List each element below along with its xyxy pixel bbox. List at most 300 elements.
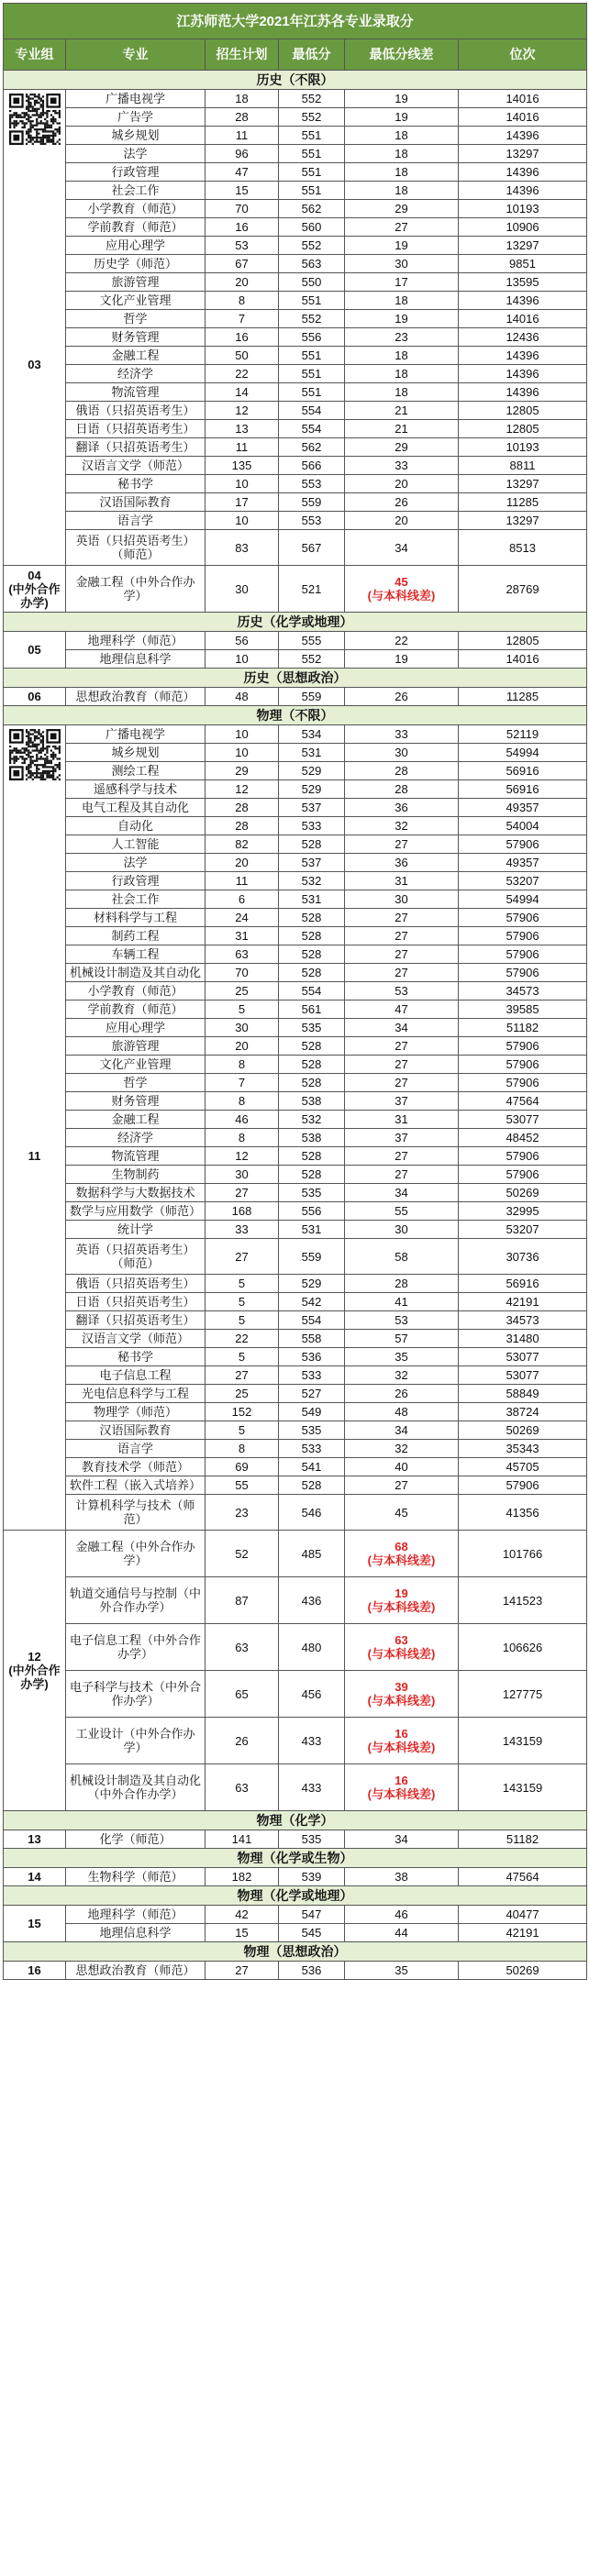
group-code: 03 (28, 358, 41, 371)
group-code: 06 (28, 690, 41, 703)
score-diff: 16 (与本科线差) (345, 1764, 459, 1811)
enrollment-plan: 16 (206, 328, 279, 347)
major-name: 经济学 (66, 365, 206, 383)
rank: 47564 (459, 1868, 587, 1886)
min-score: 528 (279, 1056, 345, 1074)
enrollment-plan: 46 (206, 1111, 279, 1129)
major-name: 统计学 (66, 1221, 206, 1239)
major-name: 哲学 (66, 1074, 206, 1092)
table-row (4, 1577, 587, 1624)
major-name: 车辆工程 (66, 945, 206, 964)
score-diff: 27 (345, 1074, 459, 1092)
score-diff: 29 (345, 200, 459, 218)
rank: 14396 (459, 347, 587, 365)
group-code: 11 (28, 1149, 41, 1163)
min-score: 551 (279, 163, 345, 182)
table-row (4, 854, 587, 872)
table-row (4, 402, 587, 420)
group-code-cell (4, 90, 66, 566)
rank: 32995 (459, 1202, 587, 1221)
min-score: 551 (279, 145, 345, 163)
rank: 14396 (459, 182, 587, 200)
rank: 12436 (459, 328, 587, 347)
enrollment-plan: 5 (206, 1421, 279, 1440)
min-score: 533 (279, 817, 345, 835)
score-diff: 27 (345, 945, 459, 964)
score-diff: 26 (345, 493, 459, 512)
table-row (4, 1184, 587, 1202)
rank: 49357 (459, 854, 587, 872)
enrollment-plan: 8 (206, 1440, 279, 1458)
table-row (4, 1962, 587, 1980)
min-score: 533 (279, 1440, 345, 1458)
group-code: 13 (28, 1832, 41, 1846)
major-name: 应用心理学 (66, 1019, 206, 1037)
rank: 41356 (459, 1495, 587, 1531)
min-score: 535 (279, 1184, 345, 1202)
score-diff: 44 (345, 1924, 459, 1942)
major-name: 制药工程 (66, 927, 206, 945)
min-score: 559 (279, 493, 345, 512)
major-name: 电气工程及其自动化 (66, 799, 206, 817)
min-score: 556 (279, 1202, 345, 1221)
enrollment-plan: 20 (206, 273, 279, 292)
major-name: 计算机科学与技术（师范） (66, 1495, 206, 1531)
min-score: 538 (279, 1129, 345, 1147)
min-score: 456 (279, 1671, 345, 1718)
score-diff: 19 (345, 237, 459, 255)
score-diff: 27 (345, 1037, 459, 1056)
min-score: 480 (279, 1624, 345, 1671)
enrollment-plan: 63 (206, 1764, 279, 1811)
enrollment-plan: 50 (206, 347, 279, 365)
min-score: 553 (279, 475, 345, 493)
table-row (4, 835, 587, 854)
score-diff: 20 (345, 512, 459, 530)
table-row (4, 744, 587, 762)
major-name: 社会工作 (66, 182, 206, 200)
min-score: 566 (279, 457, 345, 475)
min-score: 539 (279, 1868, 345, 1886)
score-diff: 32 (345, 1440, 459, 1458)
section-header-row (4, 613, 587, 632)
group-code-cell (4, 1531, 66, 1811)
major-name: 语言学 (66, 512, 206, 530)
table-row (4, 945, 587, 964)
enrollment-plan: 15 (206, 1924, 279, 1942)
rank: 57906 (459, 1074, 587, 1092)
table-row (4, 1293, 587, 1311)
table-row (4, 1830, 587, 1849)
score-diff: 47 (345, 1001, 459, 1019)
score-diff: 37 (345, 1129, 459, 1147)
rank: 57906 (459, 1056, 587, 1074)
enrollment-plan: 96 (206, 145, 279, 163)
score-diff: 31 (345, 872, 459, 890)
min-score: 554 (279, 420, 345, 438)
enrollment-plan: 30 (206, 1166, 279, 1184)
score-diff: 45 (345, 1495, 459, 1531)
table-row (4, 310, 587, 328)
major-name: 法学 (66, 854, 206, 872)
section-header-row (4, 1886, 587, 1906)
major-name: 行政管理 (66, 872, 206, 890)
enrollment-plan: 12 (206, 1147, 279, 1166)
score-diff: 37 (345, 1092, 459, 1111)
table-row (4, 145, 587, 163)
min-score: 528 (279, 927, 345, 945)
rank: 50269 (459, 1962, 587, 1980)
major-name: 轨道交通信号与控制（中外合作办学） (66, 1577, 206, 1624)
min-score: 552 (279, 650, 345, 669)
rank: 141523 (459, 1577, 587, 1624)
rank: 10193 (459, 438, 587, 457)
major-name: 教育技术学（师范） (66, 1458, 206, 1476)
enrollment-plan: 82 (206, 835, 279, 854)
header-rank: 位次 (459, 39, 587, 71)
enrollment-plan: 22 (206, 1330, 279, 1348)
header-group: 专业组 (4, 39, 66, 71)
min-score: 561 (279, 1001, 345, 1019)
major-name: 电子科学与技术（中外合作办学） (66, 1671, 206, 1718)
major-name: 财务管理 (66, 1092, 206, 1111)
rank: 40477 (459, 1906, 587, 1924)
rank: 56916 (459, 780, 587, 799)
major-name: 机械设计制造及其自动化（中外合作办学） (66, 1764, 206, 1811)
score-diff: 16 (与本科线差) (345, 1718, 459, 1764)
table-row (4, 420, 587, 438)
table-row (4, 982, 587, 1001)
enrollment-plan: 8 (206, 1092, 279, 1111)
table-row (4, 1129, 587, 1147)
score-diff: 27 (345, 909, 459, 927)
table-row (4, 1624, 587, 1671)
score-diff: 53 (345, 1311, 459, 1330)
min-score: 547 (279, 1906, 345, 1924)
table-row (4, 237, 587, 255)
rank: 53207 (459, 1221, 587, 1239)
score-diff: 19 (与本科线差) (345, 1577, 459, 1624)
min-score: 536 (279, 1348, 345, 1366)
group-code-cell (4, 1962, 66, 1980)
min-score: 535 (279, 1019, 345, 1037)
rank: 56916 (459, 762, 587, 780)
group-code-cell (4, 725, 66, 1531)
score-diff: 21 (345, 420, 459, 438)
table-row (4, 1330, 587, 1348)
table-row (4, 780, 587, 799)
min-score: 555 (279, 632, 345, 650)
enrollment-plan: 168 (206, 1202, 279, 1221)
section-header-row (4, 1811, 587, 1830)
table-row (4, 1495, 587, 1531)
section-label: 物理（化学） (4, 1811, 587, 1830)
rank: 53077 (459, 1366, 587, 1385)
min-score: 550 (279, 273, 345, 292)
rank: 13595 (459, 273, 587, 292)
rank: 106626 (459, 1624, 587, 1671)
major-name: 生物制药 (66, 1166, 206, 1184)
score-diff: 19 (345, 90, 459, 108)
rank: 50269 (459, 1184, 587, 1202)
table-row (4, 1275, 587, 1293)
qr-code-icon (9, 729, 61, 780)
table-body (4, 71, 587, 1980)
table-row (4, 512, 587, 530)
score-diff: 19 (345, 650, 459, 669)
score-diff: 18 (345, 383, 459, 402)
enrollment-plan: 17 (206, 493, 279, 512)
min-score: 528 (279, 1037, 345, 1056)
enrollment-plan: 11 (206, 438, 279, 457)
major-name: 金融工程（中外合作办学） (66, 566, 206, 613)
min-score: 528 (279, 835, 345, 854)
enrollment-plan: 27 (206, 1239, 279, 1275)
table-row (4, 872, 587, 890)
rank: 9851 (459, 255, 587, 273)
major-name: 俄语（只招英语考生） (66, 1275, 206, 1293)
enrollment-plan: 63 (206, 1624, 279, 1671)
min-score: 537 (279, 854, 345, 872)
table-row (4, 1019, 587, 1037)
min-score: 559 (279, 1239, 345, 1275)
table-row (4, 1421, 587, 1440)
min-score: 528 (279, 1476, 345, 1495)
min-score: 528 (279, 945, 345, 964)
rank: 13297 (459, 475, 587, 493)
table-row (4, 725, 587, 744)
table-row (4, 493, 587, 512)
enrollment-plan: 5 (206, 1293, 279, 1311)
score-diff: 38 (345, 1868, 459, 1886)
score-diff: 36 (345, 799, 459, 817)
score-diff: 48 (345, 1403, 459, 1421)
score-diff: 53 (345, 982, 459, 1001)
enrollment-plan: 14 (206, 383, 279, 402)
rank: 14396 (459, 383, 587, 402)
table-row (4, 890, 587, 909)
score-diff: 28 (345, 780, 459, 799)
min-score: 436 (279, 1577, 345, 1624)
enrollment-plan: 63 (206, 945, 279, 964)
score-diff: 21 (345, 402, 459, 420)
enrollment-plan: 87 (206, 1577, 279, 1624)
table-row (4, 108, 587, 127)
score-diff: 32 (345, 817, 459, 835)
score-diff: 34 (345, 1421, 459, 1440)
enrollment-plan: 10 (206, 475, 279, 493)
enrollment-plan: 10 (206, 744, 279, 762)
min-score: 554 (279, 1311, 345, 1330)
score-diff: 22 (345, 632, 459, 650)
major-name: 日语（只招英语考生） (66, 1293, 206, 1311)
header-row (4, 39, 587, 71)
enrollment-plan: 5 (206, 1348, 279, 1366)
rank: 11285 (459, 493, 587, 512)
table-row (4, 1868, 587, 1886)
min-score: 533 (279, 1366, 345, 1385)
score-diff: 41 (345, 1293, 459, 1311)
section-header-row (4, 71, 587, 90)
score-diff: 27 (345, 835, 459, 854)
min-score: 554 (279, 402, 345, 420)
major-name: 金融工程 (66, 1111, 206, 1129)
rank: 54994 (459, 744, 587, 762)
enrollment-plan: 42 (206, 1906, 279, 1924)
rank: 14016 (459, 90, 587, 108)
section-label: 历史（不限） (4, 71, 587, 90)
score-diff: 18 (345, 163, 459, 182)
rank: 12805 (459, 402, 587, 420)
rank: 101766 (459, 1531, 587, 1577)
score-diff: 23 (345, 328, 459, 347)
score-diff: 18 (345, 127, 459, 145)
enrollment-plan: 7 (206, 310, 279, 328)
min-score: 532 (279, 872, 345, 890)
min-score: 551 (279, 182, 345, 200)
table-row (4, 1764, 587, 1811)
group-code: 05 (28, 643, 41, 657)
min-score: 433 (279, 1764, 345, 1811)
table-row (4, 1458, 587, 1476)
enrollment-plan: 10 (206, 512, 279, 530)
table-row (4, 817, 587, 835)
table-row (4, 200, 587, 218)
table-row (4, 1311, 587, 1330)
rank: 31480 (459, 1330, 587, 1348)
table-row (4, 347, 587, 365)
score-diff: 27 (345, 964, 459, 982)
rank: 57906 (459, 909, 587, 927)
rank: 51182 (459, 1830, 587, 1849)
enrollment-plan: 23 (206, 1495, 279, 1531)
table-row (4, 438, 587, 457)
rank: 48452 (459, 1129, 587, 1147)
enrollment-plan: 7 (206, 1074, 279, 1092)
rank: 57906 (459, 1037, 587, 1056)
enrollment-plan: 141 (206, 1830, 279, 1849)
table-row (4, 273, 587, 292)
min-score: 553 (279, 512, 345, 530)
table-row (4, 566, 587, 613)
enrollment-plan: 27 (206, 1366, 279, 1385)
major-name: 机械设计制造及其自动化 (66, 964, 206, 982)
enrollment-plan: 6 (206, 890, 279, 909)
score-diff: 32 (345, 1366, 459, 1385)
table-row (4, 1001, 587, 1019)
rank: 57906 (459, 835, 587, 854)
rank: 52119 (459, 725, 587, 744)
rank: 42191 (459, 1924, 587, 1942)
section-header-row (4, 706, 587, 725)
table-row (4, 1074, 587, 1092)
rank: 12805 (459, 420, 587, 438)
major-name: 材料科学与工程 (66, 909, 206, 927)
enrollment-plan: 5 (206, 1311, 279, 1330)
enrollment-plan: 15 (206, 182, 279, 200)
min-score: 551 (279, 127, 345, 145)
table-row (4, 255, 587, 273)
table-row (4, 1476, 587, 1495)
score-diff: 40 (345, 1458, 459, 1476)
major-name: 秘书学 (66, 475, 206, 493)
rank: 53077 (459, 1348, 587, 1366)
major-name: 思想政治教育（师范） (66, 1962, 206, 1980)
score-diff: 34 (345, 1830, 459, 1849)
min-score: 536 (279, 1962, 345, 1980)
min-score: 531 (279, 890, 345, 909)
min-score: 552 (279, 108, 345, 127)
table-row (4, 909, 587, 927)
score-diff: 26 (345, 1385, 459, 1403)
major-name: 人工智能 (66, 835, 206, 854)
major-name: 工业设计（中外合作办学） (66, 1718, 206, 1764)
header-plan: 招生计划 (206, 39, 279, 71)
enrollment-plan: 30 (206, 1019, 279, 1037)
score-diff: 27 (345, 1147, 459, 1166)
section-label: 物理（化学或地理） (4, 1886, 587, 1906)
score-diff: 30 (345, 744, 459, 762)
score-diff: 55 (345, 1202, 459, 1221)
score-diff: 27 (345, 1476, 459, 1495)
enrollment-plan: 20 (206, 1037, 279, 1056)
rank: 28769 (459, 566, 587, 613)
rank: 56916 (459, 1275, 587, 1293)
enrollment-plan: 25 (206, 1385, 279, 1403)
enrollment-plan: 27 (206, 1184, 279, 1202)
rank: 13297 (459, 237, 587, 255)
table-row (4, 1366, 587, 1385)
major-name: 生物科学（师范） (66, 1868, 206, 1886)
enrollment-plan: 152 (206, 1403, 279, 1421)
major-name: 地理信息科学 (66, 1924, 206, 1942)
rank: 54004 (459, 817, 587, 835)
rank: 57906 (459, 927, 587, 945)
major-name: 经济学 (66, 1129, 206, 1147)
min-score: 551 (279, 383, 345, 402)
enrollment-plan: 27 (206, 1962, 279, 1980)
rank: 8513 (459, 530, 587, 566)
group-code: 04 (中外合作办学) (8, 568, 61, 610)
major-name: 汉语国际教育 (66, 1421, 206, 1440)
score-diff: 33 (345, 725, 459, 744)
header-major: 专业 (66, 39, 206, 71)
min-score: 545 (279, 1924, 345, 1942)
table-row (4, 475, 587, 493)
min-score: 529 (279, 780, 345, 799)
score-diff: 27 (345, 1166, 459, 1184)
min-score: 535 (279, 1421, 345, 1440)
min-score: 541 (279, 1458, 345, 1476)
rank: 14396 (459, 365, 587, 383)
major-name: 旅游管理 (66, 273, 206, 292)
major-name: 化学（师范） (66, 1830, 206, 1849)
score-diff: 39 (与本科线差) (345, 1671, 459, 1718)
rank: 10193 (459, 200, 587, 218)
major-name: 城乡规划 (66, 127, 206, 145)
score-diff: 18 (345, 182, 459, 200)
min-score: 559 (279, 688, 345, 706)
rank: 14396 (459, 163, 587, 182)
enrollment-plan: 70 (206, 964, 279, 982)
major-name: 金融工程 (66, 347, 206, 365)
min-score: 529 (279, 1275, 345, 1293)
enrollment-plan: 52 (206, 1531, 279, 1577)
major-name: 软件工程（嵌入式培养） (66, 1476, 206, 1495)
enrollment-plan: 8 (206, 1129, 279, 1147)
section-header-row (4, 669, 587, 688)
group-code-cell (4, 1868, 66, 1886)
